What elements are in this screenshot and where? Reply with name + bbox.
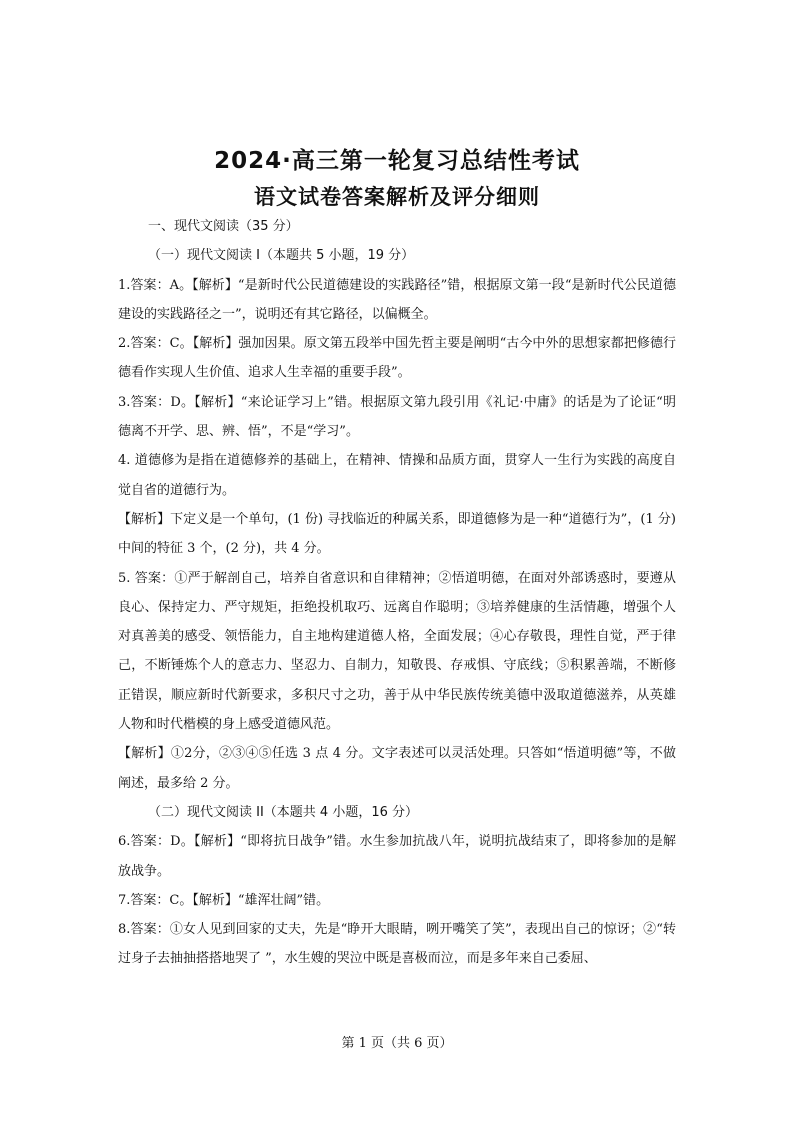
answer-q2: 2.答案：C。【解析】强加因果。原文第五段举中国先哲主要是阐明“古今中外的思想家都把修德行德看作实现人生价值、追求人生幸福的重要手段”。 — [118, 336, 676, 381]
answer-q8: 8.答案：①女人见到回家的丈夫，先是“睁开大眼睛，咧开嘴笑了笑”，表现出自己的惊讶；②“转过身子去抽抽搭搭地哭了 ”，水生嫂的哭泣中既是喜极而泣，而是多年来自己委屈、 — [118, 922, 676, 967]
answer-content — [118, 212, 676, 974]
answer-q3: 3.答案：D。【解析】“来论证学习上”错。根据原文第九段引用《礼记·中庸》的话是为了论证“明德离不开学、思、辨、悟”，不是“学习”。 — [118, 394, 676, 440]
page-number: 第 1 页（共 6 页） — [341, 1036, 453, 1051]
subsection-heading-reading-2: （二）现代文阅读 II（本题共 4 小题，16 分） — [148, 804, 419, 820]
exam-subtitle: 语文试卷答案解析及评分细则 — [254, 185, 540, 209]
answer-q4: 4. 道德修为是指在道德修养的基础上，在精神、情操和品质方面，贯穿人一生行为实践的高度自觉自省的道德行为。 — [118, 453, 676, 498]
answer-q1: 1.答案：A。【解析】“是新时代公民道德建设的实践路径”错，根据原文第一段“是新时代公民道德建设的实践路径之一”，说明还有其它路径，以偏概全。 — [118, 277, 676, 322]
subsection-heading-reading-1: （一）现代文阅读 I（本题共 5 小题，19 分） — [148, 248, 415, 264]
section-heading-modern-reading: 一、现代文阅读（35 分） — [148, 219, 299, 234]
answer-q6: 6.答案：D。【解析】“即将抗日战争”错。水生参加抗战八年，说明抗战结束了，即将参加的是解放战争。 — [118, 834, 676, 879]
exam-title: 2024·高三第一轮复习总结性考试 — [214, 148, 580, 174]
answer-q7: 7.答案：C。【解析】“雄浑壮阔”错。 — [118, 892, 330, 908]
answer-q4-analysis: 【解析】下定义是一个单句，(1 份) 寻找临近的种属关系，即道德修为是一种“道德行为”，(1 分) 中间的特征 3 个，(2 分)，共 4 分。 — [118, 511, 676, 557]
answer-q5-analysis: 【解析】①2分，②③④⑤任选 3 点 4 分。文字表述可以灵活处理。只答如“悟道明德”等，不做阐述，最多给 2 分。 — [118, 746, 676, 791]
answer-q5: 5. 答案：①严于解剖自己，培养自省意识和自律精神；②悟道明德，在面对外部诱惑时，要遵从良心、保持定力、严守规矩，拒绝投机取巧、远离自作聪明；③培养健康的生活情趣，增强个人对真善美的感受、领悟能力，自主地构建道德人格，全面发展；④心存敬畏，理性自觉，严于律己，不断锤炼个人的意志力、坚忍力、自制力，知敬畏、存戒惧、守底线；⑤积累善端，不断修正错误，顺应新时代新要求，多积尺寸之功，善于从中华民族传统美德中汲取道德滋养，从英雄人物和时代楷模的身上感受道德风范。 — [118, 570, 676, 733]
